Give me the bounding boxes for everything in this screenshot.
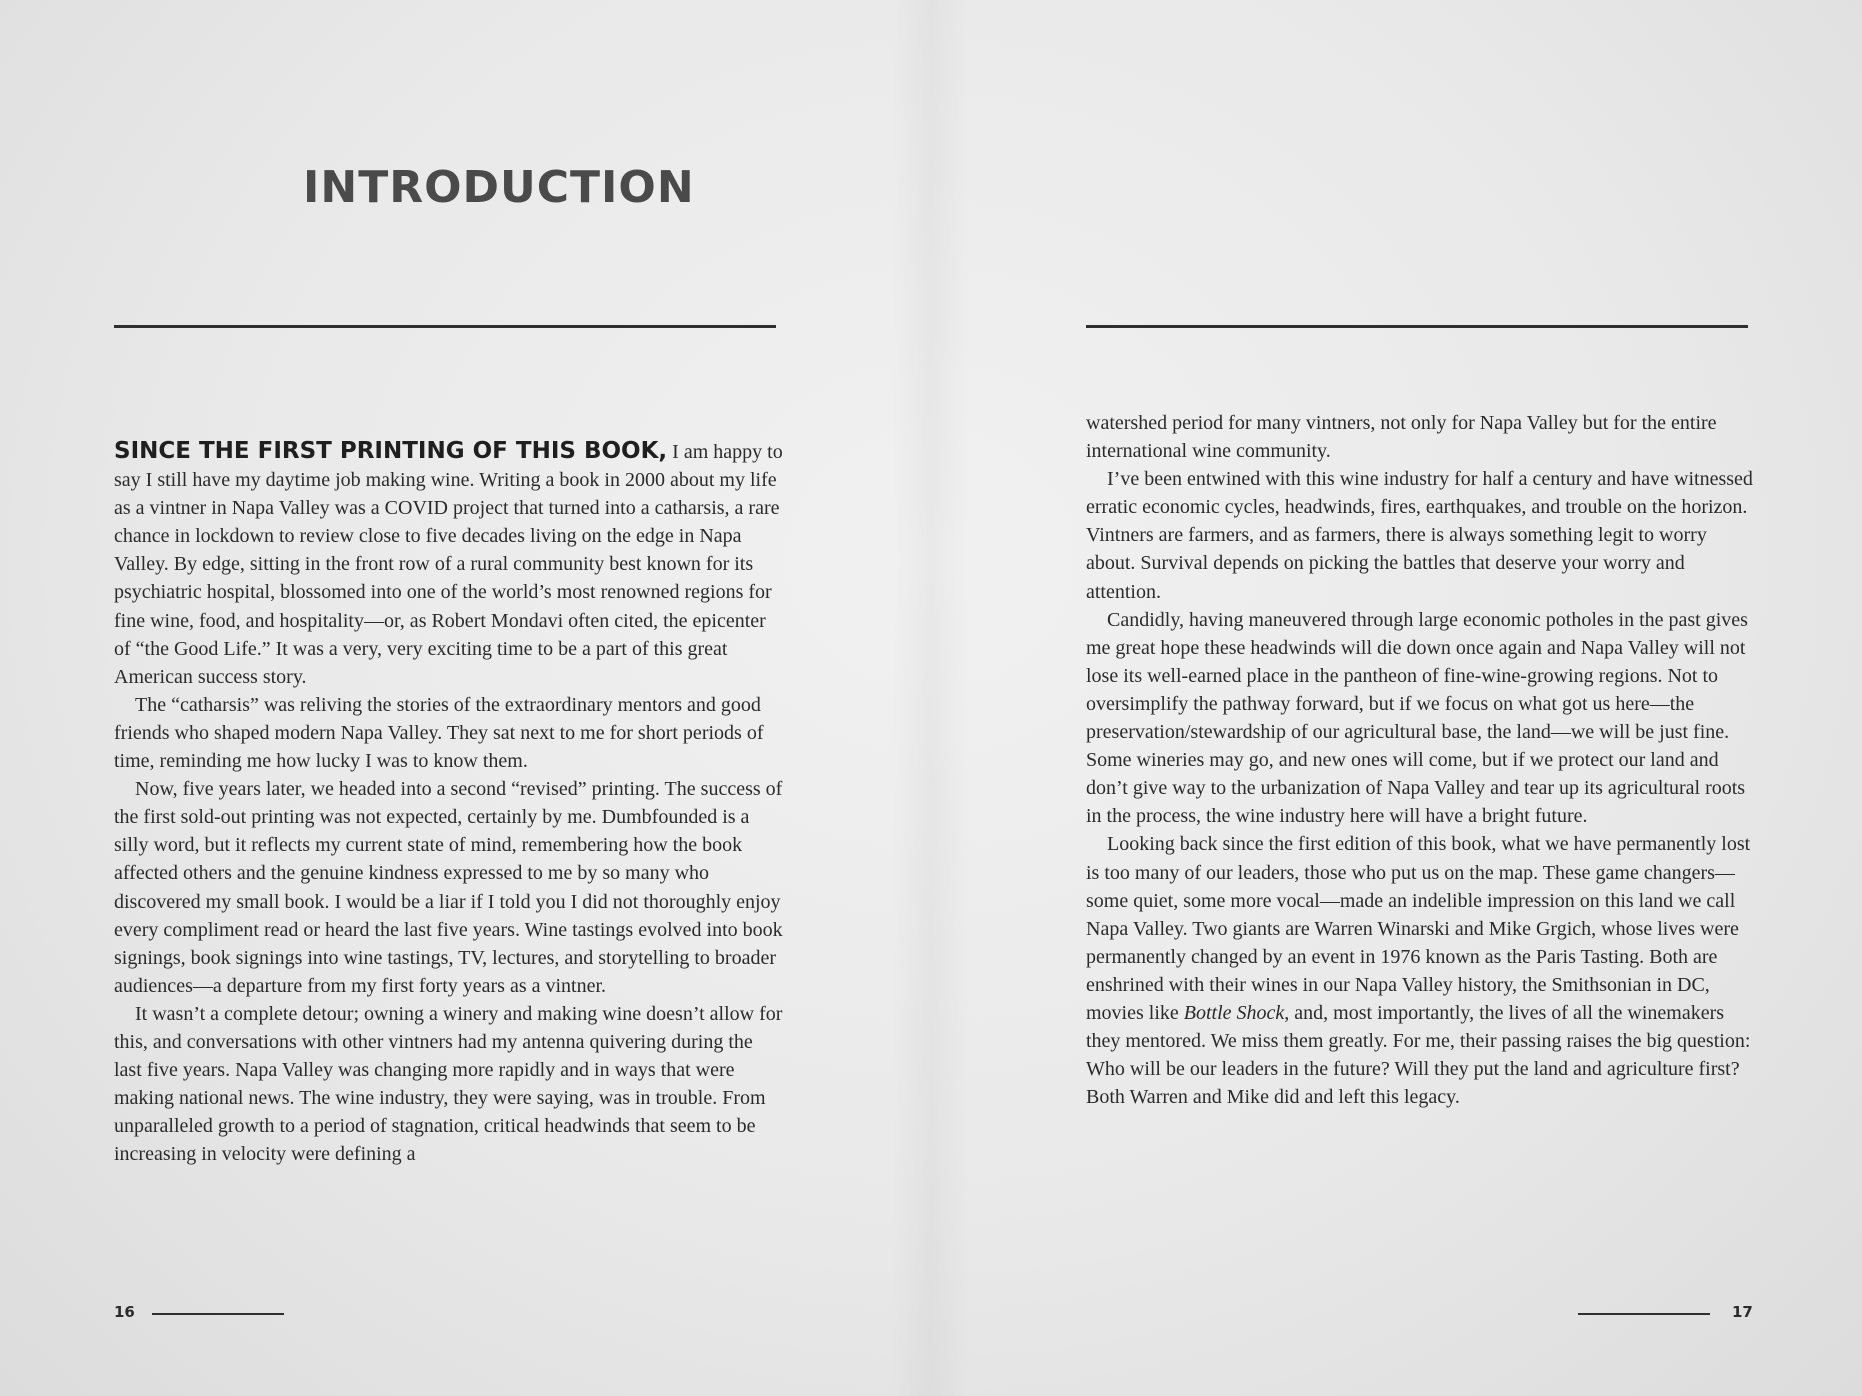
left-page-body <box>114 437 784 1168</box>
footer-rule-left <box>152 1313 284 1315</box>
movie-title-italic: Bottle Shock <box>1183 1001 1285 1024</box>
page-number-left: 16 <box>114 1303 135 1321</box>
chapter-title: INTRODUCTION <box>303 162 695 213</box>
right-paragraph-continuation: watershed period for many vintners, not only for Napa Valley but for the entire international wine community. <box>1086 412 1717 463</box>
left-paragraph-1 <box>114 437 784 691</box>
left-paragraph-3: Now, five years later, we headed into a second “revised” printing. The success of the first sold-out printing was not expected, certainly by me. Dumbfounded is a silly word, but it reflects my current state of mind, remembering how the book affected others and the genuine kindness expressed to me by so many who discovered my small book. I would be a liar if I told you I did not thoroughly enjoy every compliment read or heard the last five years. Wine tastings evolved into book signings, book signings into wine tastings, TV, lectures, and storytelling to broader audiences—a departure from my first forty years as a vintner. <box>114 778 783 997</box>
right-paragraph-3 <box>1086 830 1756 1111</box>
right-header-rule <box>1086 325 1748 328</box>
footer-rule-right <box>1578 1313 1710 1315</box>
right-paragraph-3-text-b: , and, most importantly, the lives of all the winemakers they mentored. We miss them greatly. For me, their passing raises the big question: Who will be our leaders in the future? Will they put the land and agriculture first? Both Warren and Mike did and left this legacy. <box>1086 1001 1751 1109</box>
left-header-rule <box>114 325 776 328</box>
right-paragraph-2: Candidly, having maneuvered through large economic potholes in the past gives me great hope these headwinds will die down once again and Napa Valley will not lose its well-earned place in the pantheon of fine-wine-growing regions. Not to oversimplify the pathway forward, but if we focus on what got us here—the preservation/stewardship of our agricultural base, the land—we will be just fine. Some wineries may go, and new ones will come, but if we protect our land and don’t give way to the urbanization of Napa Valley and tear up its agricultural roots in the process, the wine industry here will have a bright future. <box>1086 608 1748 828</box>
page-number-right: 17 <box>1732 1303 1753 1321</box>
right-paragraph-3-text-a: Looking back since the first edition of this book, what we have permanently lost is too many of our leaders, those who put us on the map. These game changers—some quiet, some more vocal—made an indelible impression on this land we call Napa Valley. Two giants are Warren Winarski and Mike Grgich, whose lives were permanently changed by an event in 1976 known as the Paris Tasting. Both are enshrined with their wines in our Napa Valley history, the Smithsonian in DC, movies like <box>1086 833 1751 1024</box>
left-paragraph-1-text: I am happy to say I still have my daytime job making wine. Writing a book in 2000 about my life as a vintner in Napa Valley was a COVID project that turned into a catharsis, a rare chance in lockdown to review close to five decades living on the edge in Napa Valley. By edge, sitting in the front row of a rural community best known for its psychiatric hospital, blossomed into one of the world’s most renowned regions for fine wine, food, and hospitality—or, as Robert Mondavi often cited, the epicenter of “the Good Life.” It was a very, very exciting time to be a part of this great American success story. <box>114 441 783 688</box>
lead-in-heading: SINCE THE FIRST PRINTING OF THIS BOOK, <box>114 438 668 464</box>
right-page-body <box>1086 409 1756 1111</box>
page-gutter <box>891 0 971 1396</box>
left-paragraph-4: It wasn’t a complete detour; owning a winery and making wine doesn’t allow for this, and conversations with other vintners had my antenna quivering during the last five years. Napa Valley was changing more rapidly and in ways that were making national news. The wine industry, they were saying, was in trouble. From unparalleled growth to a period of stagnation, critical headwinds that seem to be increasing in velocity were defining a <box>114 1002 783 1166</box>
right-paragraph-1: I’ve been entwined with this wine industry for half a century and have witnessed erratic economic cycles, headwinds, fires, earthquakes, and trouble on the horizon. Vintners are farmers, and as farmers, there is always something legit to worry about. Survival depends on picking the battles that deserve your worry and attention. <box>1086 468 1753 603</box>
left-paragraph-2: The “catharsis” was reliving the stories of the extraordinary mentors and good friends who shaped modern Napa Valley. They sat next to me for short periods of time, reminding me how lucky I was to know them. <box>114 693 764 773</box>
